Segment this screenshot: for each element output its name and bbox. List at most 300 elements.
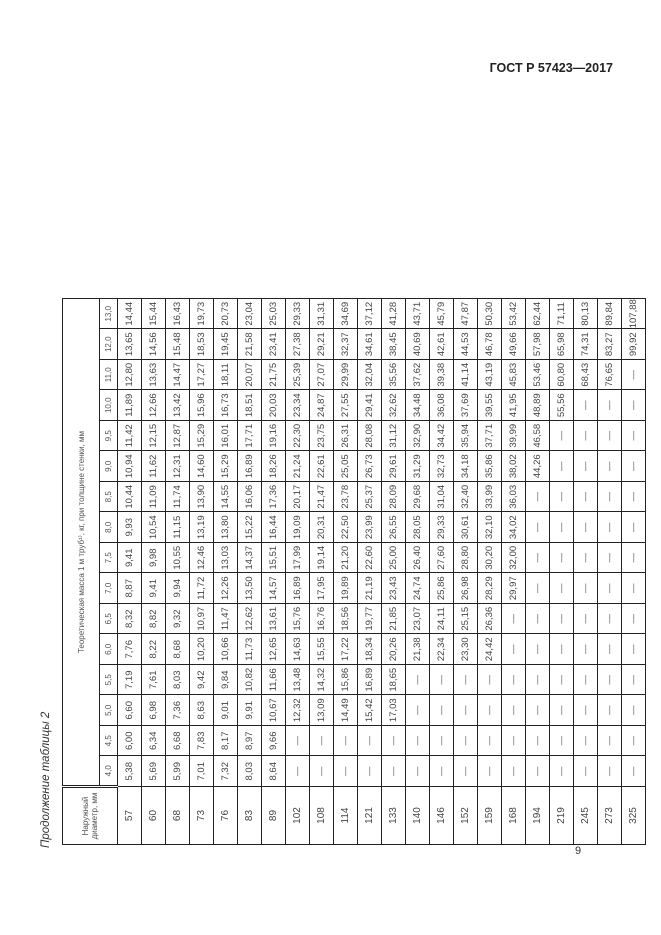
mass-cell: 8,63 xyxy=(190,695,214,726)
mass-cell: — xyxy=(550,451,574,482)
mass-cell: — xyxy=(526,634,550,665)
mass-cell: — xyxy=(574,604,598,635)
mass-cell: 16,89 xyxy=(238,451,262,482)
mass-cell: — xyxy=(502,604,526,635)
mass-cell: — xyxy=(526,573,550,604)
page-number: 9 xyxy=(575,845,582,857)
thickness-header: 12,0 xyxy=(100,329,118,360)
outer-diameter-cell: 133 xyxy=(382,787,406,845)
mass-cell: 49,66 xyxy=(502,329,526,360)
mass-cell: — xyxy=(502,695,526,726)
outer-diameter-cell: 146 xyxy=(430,787,454,845)
mass-cell: 25,05 xyxy=(334,451,358,482)
mass-cell: 30,20 xyxy=(478,543,502,574)
mass-cell: 19,14 xyxy=(310,543,334,574)
mass-cell: 62,44 xyxy=(526,299,550,330)
mass-cell: 14,63 xyxy=(286,634,310,665)
outer-diameter-cell: 114 xyxy=(334,787,358,845)
mass-cell: 7,19 xyxy=(118,665,142,696)
mass-cell: — xyxy=(382,756,406,787)
mass-cell: 34,02 xyxy=(502,512,526,543)
mass-cell: — xyxy=(574,695,598,726)
mass-cell: 12,26 xyxy=(214,573,238,604)
mass-cell: 71,11 xyxy=(550,299,574,330)
mass-cell: — xyxy=(550,665,574,696)
mass-cell: 9,41 xyxy=(142,573,166,604)
mass-cell: 15,96 xyxy=(190,390,214,421)
mass-cell: 19,89 xyxy=(334,573,358,604)
mass-cell: 34,18 xyxy=(454,451,478,482)
mass-cell: 21,47 xyxy=(310,482,334,513)
mass-cell: 24,11 xyxy=(430,604,454,635)
table-row xyxy=(214,299,238,845)
mass-cell: 30,61 xyxy=(454,512,478,543)
mass-cell: 21,58 xyxy=(238,329,262,360)
mass-cell: 15,55 xyxy=(310,634,334,665)
mass-cell: — xyxy=(550,756,574,787)
thickness-header: 7,5 xyxy=(100,543,118,574)
mass-cell: 11,89 xyxy=(118,390,142,421)
mass-cell: — xyxy=(622,512,646,543)
outer-diameter-cell: 273 xyxy=(598,787,622,845)
outer-diameter-cell: 60 xyxy=(142,787,166,845)
mass-cell: — xyxy=(598,634,622,665)
outer-diameter-cell: 245 xyxy=(574,787,598,845)
mass-cell: 16,06 xyxy=(238,482,262,513)
mass-cell: — xyxy=(454,726,478,757)
mass-cell: — xyxy=(406,665,430,696)
mass-cell: — xyxy=(622,604,646,635)
mass-cell: 8,03 xyxy=(238,756,262,787)
outer-diameter-cell: 102 xyxy=(286,787,310,845)
mass-cell: 10,20 xyxy=(190,634,214,665)
mass-cell: 10,94 xyxy=(118,451,142,482)
mass-cell: 20,73 xyxy=(214,299,238,330)
outer-diameter-cell: 140 xyxy=(406,787,430,845)
mass-cell: 41,28 xyxy=(382,299,406,330)
mass-cell: 16,73 xyxy=(214,390,238,421)
mass-cell: — xyxy=(550,604,574,635)
mass-cell: 11,15 xyxy=(166,512,190,543)
mass-cell: 17,03 xyxy=(382,695,406,726)
mass-cell: — xyxy=(406,726,430,757)
mass-cell: 14,60 xyxy=(190,451,214,482)
mass-cell: 32,37 xyxy=(334,329,358,360)
mass-cell: 11,09 xyxy=(142,482,166,513)
mass-cell: — xyxy=(310,726,334,757)
mass-cell: — xyxy=(574,390,598,421)
outer-diameter-cell: 68 xyxy=(166,787,190,845)
mass-cell: 9,41 xyxy=(118,543,142,574)
outer-diameter-cell: 76 xyxy=(214,787,238,845)
mass-cell: 12,80 xyxy=(118,360,142,391)
table-row xyxy=(406,299,430,845)
outer-diameter-cell: 108 xyxy=(310,787,334,845)
mass-cell: 8,64 xyxy=(262,756,286,787)
mass-cell: 37,69 xyxy=(454,390,478,421)
mass-cell: 5,99 xyxy=(166,756,190,787)
mass-cell: — xyxy=(574,451,598,482)
mass-cell: — xyxy=(550,482,574,513)
thickness-header: 13,0 xyxy=(100,299,118,330)
mass-cell: 34,69 xyxy=(334,299,358,330)
mass-cell: 50,30 xyxy=(478,299,502,330)
mass-cell: 23,78 xyxy=(334,482,358,513)
thickness-header: 6,5 xyxy=(100,604,118,635)
mass-cell: 29,41 xyxy=(358,390,382,421)
mass-cell: 29,99 xyxy=(334,360,358,391)
mass-cell: 8,22 xyxy=(142,634,166,665)
table-row xyxy=(334,299,358,845)
mass-cell: 45,83 xyxy=(502,360,526,391)
mass-cell: 7,01 xyxy=(190,756,214,787)
mass-cell: 41,14 xyxy=(454,360,478,391)
mass-cell: 20,31 xyxy=(310,512,334,543)
mass-cell: 24,42 xyxy=(478,634,502,665)
mass-cell: 35,56 xyxy=(382,360,406,391)
mass-cell: 12,65 xyxy=(262,634,286,665)
mass-cell: 28,09 xyxy=(382,482,406,513)
mass-cell: 14,49 xyxy=(334,695,358,726)
mass-cell: 8,82 xyxy=(142,604,166,635)
mass-cell: — xyxy=(598,421,622,452)
mass-cell: — xyxy=(574,726,598,757)
thickness-header: 7,0 xyxy=(100,573,118,604)
mass-cell: — xyxy=(406,756,430,787)
mass-cell: — xyxy=(622,665,646,696)
mass-cell: 9,94 xyxy=(166,573,190,604)
mass-cell: 20,17 xyxy=(286,482,310,513)
mass-cell: — xyxy=(502,756,526,787)
mass-cell: 38,45 xyxy=(382,329,406,360)
mass-cell: 22,34 xyxy=(430,634,454,665)
mass-cell: — xyxy=(454,695,478,726)
mass-cell: 99,92 xyxy=(622,329,646,360)
mass-cell: 21,19 xyxy=(358,573,382,604)
mass-cell: 21,85 xyxy=(382,604,406,635)
mass-cell: 21,38 xyxy=(406,634,430,665)
mass-cell: 8,97 xyxy=(238,726,262,757)
mass-cell: — xyxy=(526,726,550,757)
mass-cell: 25,39 xyxy=(286,360,310,391)
mass-cell: — xyxy=(598,604,622,635)
mass-cell: — xyxy=(574,573,598,604)
mass-cell: — xyxy=(478,726,502,757)
mass-cell: — xyxy=(622,451,646,482)
mass-cell: — xyxy=(502,634,526,665)
mass-cell: 22,60 xyxy=(358,543,382,574)
table-row xyxy=(598,299,622,845)
mass-cell: — xyxy=(550,421,574,452)
mass-cell: 19,73 xyxy=(190,299,214,330)
mass-cell: 23,04 xyxy=(238,299,262,330)
mass-cell: — xyxy=(598,573,622,604)
mass-cell: 34,42 xyxy=(430,421,454,452)
mass-cell: — xyxy=(598,512,622,543)
mass-cell: 28,80 xyxy=(454,543,478,574)
mass-cell: — xyxy=(550,634,574,665)
mass-cell: 11,66 xyxy=(262,665,286,696)
mass-cell: 29,33 xyxy=(286,299,310,330)
mass-cell: 31,31 xyxy=(310,299,334,330)
mass-cell: — xyxy=(598,665,622,696)
mass-cell: 27,07 xyxy=(310,360,334,391)
mass-cell: 80,13 xyxy=(574,299,598,330)
mass-cell: 15,44 xyxy=(142,299,166,330)
mass-cell: — xyxy=(622,726,646,757)
mass-cell: 14,56 xyxy=(142,329,166,360)
mass-cell: 20,07 xyxy=(238,360,262,391)
mass-cell: 14,57 xyxy=(262,573,286,604)
mass-cell: 15,22 xyxy=(238,512,262,543)
mass-cell: — xyxy=(574,482,598,513)
mass-cell: — xyxy=(622,421,646,452)
mass-cell: 39,38 xyxy=(430,360,454,391)
mass-cell: 11,74 xyxy=(166,482,190,513)
mass-cell: 11,62 xyxy=(142,451,166,482)
mass-cell: — xyxy=(622,390,646,421)
mass-cell: 17,95 xyxy=(310,573,334,604)
mass-cell: — xyxy=(622,573,646,604)
mass-cell: 10,55 xyxy=(166,543,190,574)
table-row xyxy=(478,299,502,845)
mass-cell: 26,73 xyxy=(358,451,382,482)
mass-cell: 37,62 xyxy=(406,360,430,391)
mass-cell: 14,37 xyxy=(238,543,262,574)
mass-cell: 14,44 xyxy=(118,299,142,330)
mass-cell: 8,32 xyxy=(118,604,142,635)
table-row xyxy=(142,299,166,845)
mass-cell: 16,43 xyxy=(166,299,190,330)
mass-cell: 41,95 xyxy=(502,390,526,421)
mass-cell: 19,45 xyxy=(214,329,238,360)
mass-cell: — xyxy=(334,756,358,787)
mass-cell: 18,51 xyxy=(238,390,262,421)
mass-cell: 24,87 xyxy=(310,390,334,421)
thickness-header: 5,0 xyxy=(100,695,118,726)
mass-cell: 8,17 xyxy=(214,726,238,757)
mass-cell: 6,98 xyxy=(142,695,166,726)
mass-cell: 19,16 xyxy=(262,421,286,452)
mass-cell: 18,56 xyxy=(334,604,358,635)
table-row xyxy=(430,299,454,845)
mass-cell: 36,08 xyxy=(430,390,454,421)
mass-cell: 18,53 xyxy=(190,329,214,360)
mass-cell: 15,51 xyxy=(262,543,286,574)
table-row xyxy=(574,299,598,845)
outer-diameter-cell: 121 xyxy=(358,787,382,845)
outer-diameter-cell: 159 xyxy=(478,787,502,845)
mass-cell: 19,77 xyxy=(358,604,382,635)
mass-cell: 32,00 xyxy=(502,543,526,574)
mass-cell: — xyxy=(622,482,646,513)
mass-cell: 20,26 xyxy=(382,634,406,665)
mass-cell: — xyxy=(430,756,454,787)
mass-cell: 12,62 xyxy=(238,604,262,635)
mass-cell: — xyxy=(550,726,574,757)
mass-cell: 9,84 xyxy=(214,665,238,696)
mass-cell: 89,84 xyxy=(598,299,622,330)
mass-cell: — xyxy=(334,726,358,757)
mass-cell: — xyxy=(526,665,550,696)
mass-cell: — xyxy=(598,451,622,482)
diameter-header: Наружный диаметр, мм xyxy=(63,787,118,845)
mass-cell: 16,76 xyxy=(310,604,334,635)
mass-cell: 31,04 xyxy=(430,482,454,513)
thickness-header: 8,0 xyxy=(100,512,118,543)
mass-cell: — xyxy=(430,695,454,726)
mass-cell: 18,65 xyxy=(382,665,406,696)
mass-cell: 10,54 xyxy=(142,512,166,543)
thickness-header: 4,5 xyxy=(100,726,118,757)
mass-cell: 107,88 xyxy=(622,299,646,330)
mass-cell: 15,29 xyxy=(214,451,238,482)
mass-cell: 13,19 xyxy=(190,512,214,543)
mass-cell: — xyxy=(622,360,646,391)
mass-cell: 39,99 xyxy=(502,421,526,452)
mass-cell: 13,65 xyxy=(118,329,142,360)
mass-cell: 9,98 xyxy=(142,543,166,574)
mass-cell: 18,26 xyxy=(262,451,286,482)
table-row xyxy=(310,299,334,845)
mass-cell: 23,43 xyxy=(382,573,406,604)
mass-cell: 17,36 xyxy=(262,482,286,513)
mass-cell: 13,48 xyxy=(286,665,310,696)
mass-cell: 9,93 xyxy=(118,512,142,543)
mass-cell: — xyxy=(526,482,550,513)
mass-cell: 27,38 xyxy=(286,329,310,360)
mass-cell: 13,03 xyxy=(214,543,238,574)
mass-cell: 12,46 xyxy=(190,543,214,574)
mass-cell: — xyxy=(622,695,646,726)
mass-cell: 37,71 xyxy=(478,421,502,452)
table-row xyxy=(190,299,214,845)
mass-cell: 26,36 xyxy=(478,604,502,635)
mass-cell: 15,48 xyxy=(166,329,190,360)
mass-cell: 33,99 xyxy=(478,482,502,513)
mass-cell: 8,03 xyxy=(166,665,190,696)
mass-cell: 15,29 xyxy=(190,421,214,452)
mass-cell: — xyxy=(622,634,646,665)
outer-diameter-cell: 73 xyxy=(190,787,214,845)
mass-cell: — xyxy=(286,756,310,787)
mass-cell: 7,32 xyxy=(214,756,238,787)
mass-cell: 32,40 xyxy=(454,482,478,513)
table-row xyxy=(382,299,406,845)
mass-cell: 13,90 xyxy=(190,482,214,513)
mass-cell: 32,62 xyxy=(382,390,406,421)
outer-diameter-cell: 57 xyxy=(118,787,142,845)
mass-cell: — xyxy=(550,573,574,604)
mass-cell: 68,43 xyxy=(574,360,598,391)
mass-cell: — xyxy=(526,695,550,726)
mass-cell: 65,98 xyxy=(550,329,574,360)
mass-cell: 25,03 xyxy=(262,299,286,330)
mass-cell: 25,86 xyxy=(430,573,454,604)
mass-cell: 14,55 xyxy=(214,482,238,513)
mass-cell: — xyxy=(430,726,454,757)
mass-cell: — xyxy=(526,756,550,787)
rotated-table-area xyxy=(40,90,639,850)
mass-cell: 12,87 xyxy=(166,421,190,452)
mass-cell: 83,27 xyxy=(598,329,622,360)
outer-diameter-cell: 325 xyxy=(622,787,646,845)
mass-cell: 13,50 xyxy=(238,573,262,604)
mass-cell: 10,44 xyxy=(118,482,142,513)
mass-cell: 13,61 xyxy=(262,604,286,635)
mass-cell: 34,61 xyxy=(358,329,382,360)
mass-cell: 35,94 xyxy=(454,421,478,452)
mass-cell: 17,27 xyxy=(190,360,214,391)
outer-diameter-cell: 83 xyxy=(238,787,262,845)
mass-cell: 23,30 xyxy=(454,634,478,665)
mass-cell: 32,73 xyxy=(430,451,454,482)
mass-cell: 23,34 xyxy=(286,390,310,421)
mass-cell: 13,09 xyxy=(310,695,334,726)
mass-cell: — xyxy=(526,543,550,574)
mass-cell: 26,31 xyxy=(334,421,358,452)
outer-diameter-cell: 194 xyxy=(526,787,550,845)
mass-cell: 9,42 xyxy=(190,665,214,696)
mass-cell: — xyxy=(310,756,334,787)
mass-cell: — xyxy=(574,665,598,696)
mass-cell: — xyxy=(598,695,622,726)
mass-cell: 9,66 xyxy=(262,726,286,757)
mass-cell: 22,50 xyxy=(334,512,358,543)
mass-cell: 43,19 xyxy=(478,360,502,391)
table-row xyxy=(286,299,310,845)
mass-cell: 27,60 xyxy=(430,543,454,574)
mass-cell: 26,40 xyxy=(406,543,430,574)
mass-cell: 10,82 xyxy=(238,665,262,696)
table-row xyxy=(262,299,286,845)
mass-cell: 23,99 xyxy=(358,512,382,543)
mass-cell: 37,12 xyxy=(358,299,382,330)
mass-cell: 76,65 xyxy=(598,360,622,391)
mass-cell: 21,24 xyxy=(286,451,310,482)
mass-cell: 11,42 xyxy=(118,421,142,452)
table-caption: Продолжение таблицы 2 xyxy=(40,711,52,848)
thickness-header: 9,5 xyxy=(100,421,118,452)
mass-cell: 7,83 xyxy=(190,726,214,757)
thickness-header: 6,0 xyxy=(100,634,118,665)
thickness-header: 11,0 xyxy=(100,360,118,391)
mass-cell: — xyxy=(598,482,622,513)
mass-cell: 47,87 xyxy=(454,299,478,330)
mass-cell: 16,44 xyxy=(262,512,286,543)
mass-cell: 48,89 xyxy=(526,390,550,421)
mass-cell: — xyxy=(430,665,454,696)
mass-cell: 20,03 xyxy=(262,390,286,421)
mass-cell: 26,55 xyxy=(382,512,406,543)
mass-cell: 5,69 xyxy=(142,756,166,787)
mass-cell: — xyxy=(478,695,502,726)
mass-cell: 13,80 xyxy=(214,512,238,543)
mass-cell: — xyxy=(574,421,598,452)
mass-cell: — xyxy=(574,512,598,543)
mass-cell: 8,68 xyxy=(166,634,190,665)
mass-cell: — xyxy=(454,756,478,787)
mass-cell: 17,99 xyxy=(286,543,310,574)
table-row xyxy=(622,299,646,845)
mass-cell: — xyxy=(526,604,550,635)
mass-cell: 21,20 xyxy=(334,543,358,574)
table-row xyxy=(238,299,262,845)
mass-cell: 12,15 xyxy=(142,421,166,452)
outer-diameter-cell: 168 xyxy=(502,787,526,845)
mass-cell: 74,31 xyxy=(574,329,598,360)
mass-cell: 32,04 xyxy=(358,360,382,391)
